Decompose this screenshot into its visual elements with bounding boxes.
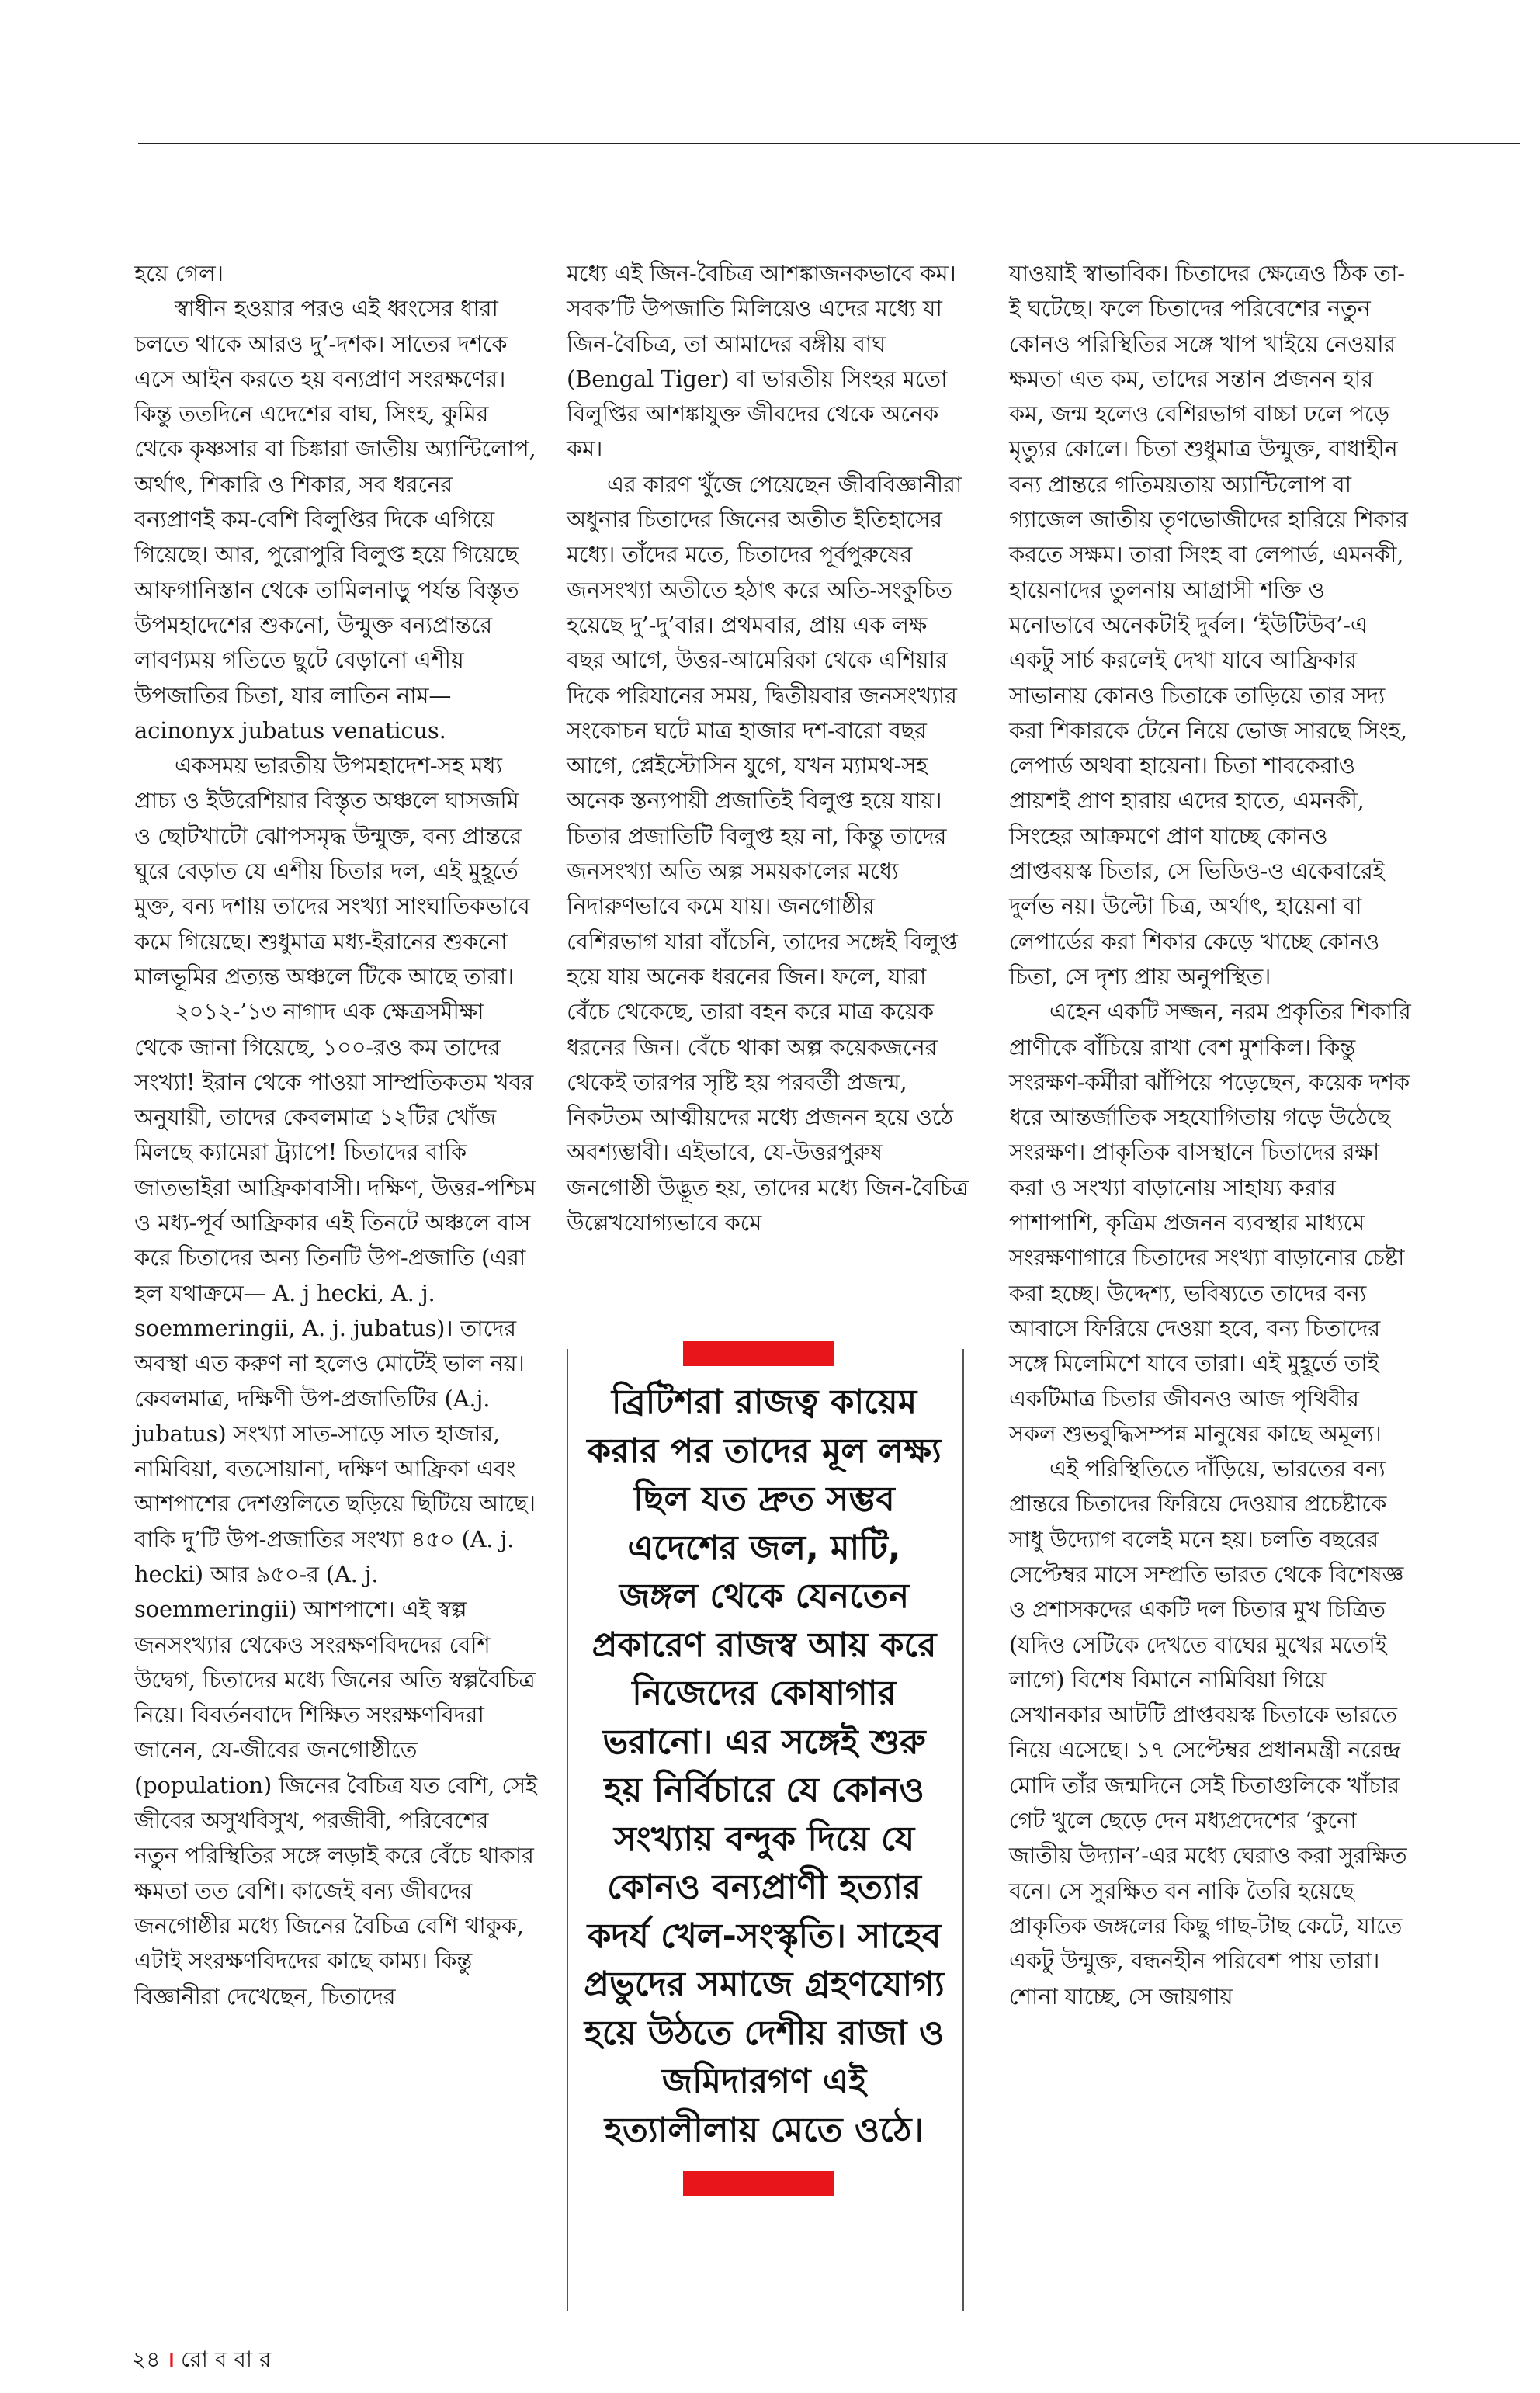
column-divider-left [567, 1349, 568, 2311]
top-rule [138, 143, 1520, 144]
paragraph: যাওয়াই স্বাভাবিক। চিতাদের ক্ষেত্রেও ঠিক তা-ই ঘটেছে। ফলে চিতাদের পরিবেশের নতুন কোনও পরিস্থিতির সঙ্গে খাপ খাইয়ে নেওয়ার ক্ষমতা এত কম, তাদের সন্তান প্রজনন হার কম, জন্ম হলেও বেশিরভাগ বাচ্চা ঢলে পড়ে মৃত্যুর কোলে। চিতা শুধুমাত্র উন্মুক্ত, বাধাহীন বন্য প্রান্তরে গতিময়তায় অ্যান্টিলোপ বা গ্যাজেল জাতীয় তৃণভোজীদের হারিয়ে শিকার করতে সক্ষম। তারা সিংহ বা লেপার্ড, এমনকী, হায়েনাদের তুলনায় আগ্রাসী শক্তি ও মনোভাবে অনেকটাই দুর্বল। ‘ইউটিউব’-এ একটু সার্চ করলেই দেখা যাবে আফ্রিকার সাভানায় কোনও চিতাকে তাড়িয়ে তার সদ্য করা শিকারকে টেনে নিয়ে ভোজ সারছে সিংহ, লেপার্ড অথবা হায়েনা। চিতা শাবকেরাও প্রায়শই প্রাণ হারায় এদের হাতে, এমনকী, সিংহের আক্রমণে প্রাণ যাচ্ছে কোনও প্রাপ্তবয়স্ক চিতার, সে ভিডিও-ও একেবারেই দুর্লভ নয়। উল্টো চিত্র, অর্থাৎ, হায়েনা বা লেপার্ডের করা শিকার কেড়ে খাচ্ছে কোনও চিতা, সে দৃশ্য প্রায় অনুপস্থিত। [1009, 260, 1408, 990]
paragraph: মধ্যে এই জিন-বৈচিত্র আশঙ্কাজনকভাবে কম। সবক’টি উপজাতি মিলিয়েও এদের মধ্যে যা জিন-বৈচিত্র, তা আমাদের বঙ্গীয় বাঘ (Bengal Tiger) বা ভারতীয় সিংহর মতো বিলুপ্তির আশঙ্কাযুক্ত জীবদের থেকে অনেক কম। [567, 260, 956, 463]
pullquote [584, 1379, 945, 2155]
paragraph: একসময় ভারতীয় উপমহাদেশ-সহ মধ্য প্রাচ্য ও ইউরেশিয়ার বিস্তৃত অঞ্চলে ঘাসজমি ও ছোটখাটো ঝোপসমৃদ্ধ উন্মুক্ত, বন্য প্রান্তরে ঘুরে বেড়াত যে এশীয় চিতার দল, এই মুহূর্তে মুক্ত, বন্য দশায় তাদের সংখ্যা সাংঘাতিকভাবে কমে গিয়েছে। শুধুমাত্র মধ্য-ইরানের শুকনো মালভূমির প্রত্যন্ত অঞ্চলে টিকে আছে তারা। [134, 752, 530, 990]
paragraph: হয়ে গেল। [134, 260, 224, 286]
article-column-3 [1009, 256, 1413, 2014]
page-footer [132, 2343, 271, 2379]
pullquote-text: ব্রিটিশরা রাজত্ব কায়েম করার পর তাদের মূল লক্ষ্য ছিল যত দ্রুত সম্ভব এদেশের জল, মাটি, জঙ্গল থেকে যেনতেন প্রকারেণ রাজস্ব আয় করে নিজেদের কোষাগার ভরানো। এর সঙ্গেই শুরু হয় নির্বিচারে যে কোনও সংখ্যায় বন্দুক দিয়ে যে কোনও বন্যপ্রাণী হত্যার কদর্য খেল-সংস্কৃতি। সাহেব প্রভুদের সমাজে গ্রহণযোগ্য হয়ে উঠতে দেশীয় রাজা ও জমিদারগণ এই হত্যালীলায় মেতে ওঠে। [584, 1382, 945, 2150]
column-divider-right [962, 1349, 964, 2311]
footer-separator: । [166, 2346, 175, 2372]
paragraph: এই পরিস্থিতিতে দাঁড়িয়ে, ভারতের বন্য প্রান্তরে চিতাদের ফিরিয়ে দেওয়ার প্রচেষ্টাকে সাধু উদ্যোগ বলেই মনে হয়। চলতি বছরের সেপ্টেম্বর মাসে সম্প্রতি ভারত থেকে বিশেষজ্ঞ ও প্রশাসকদের একটি দল চিতার মুখ চিত্রিত (যদিও সেটিকে দেখতে বাঘের মুখের মতোই লাগে) বিশেষ বিমানে নামিবিয়া গিয়ে সেখানকার আটটি প্রাপ্তবয়স্ক চিতাকে ভারতে নিয়ে এসেছে। ১৭ সেপ্টেম্বর প্রধানমন্ত্রী নরেন্দ্র মোদি তাঁর জন্মদিনে সেই চিতাগুলিকে খাঁচার গেট খুলে ছেড়ে দেন মধ্যপ্রদেশের ‘কুনো জাতীয় উদ্যান’-এর মধ্যে ঘেরাও করা সুরক্ষিত বনে। সে সুরক্ষিত বন নাকি তৈরি হয়েছে প্রাকৃতিক জঙ্গলের কিছু গাছ-টাছ কেটে, যাতে একটু উন্মুক্ত, বন্ধনহীন পরিবেশ পায় তারা। শোনা যাচ্ছে, সে জায়গায় [1009, 1455, 1407, 2010]
pullquote-bottom-bar [683, 2171, 834, 2196]
paragraph: এর কারণ খুঁজে পেয়েছেন জীববিজ্ঞানীরা অধুনার চিতাদের জিনের অতীত ইতিহাসের মধ্যে। তাঁদের মতে, চিতাদের পূর্বপুরুষের জনসংখ্যা অতীতে হঠাৎ করে অতি-সংকুচিত হয়েছে দু’-দু’বার। প্রথমবার, প্রায় এক লক্ষ বছর আগে, উত্তর-আমেরিকা থেকে এশিয়ার দিকে পরিযানের সময়, দ্বিতীয়বার জনসংখ্যার সংকোচন ঘটে মাত্র হাজার দশ-বারো বছর আগে, প্লেইস্টোসিন যুগে, যখন ম্যামথ-সহ অনেক স্তন্যপায়ী প্রজাতিই বিলুপ্ত হয়ে যায়। চিতার প্রজাতিটি বিলুপ্ত হয় না, কিন্তু তাদের জনসংখ্যা অতি অল্প সময়কালের মধ্যে নিদারুণভাবে কমে যায়। জনগোষ্ঠীর বেশিরভাগ যারা বাঁচেনি, তাদের সঙ্গেই বিলুপ্ত হয়ে যায় অনেক ধরনের জিন। ফলে, যারা বেঁচে থেকেছে, তারা বহন করে মাত্র কয়েক ধরনের জিন। বেঁচে থাকা অল্প কয়েকজনের থেকেই তারপর সৃষ্টি হয় পরবর্তী প্রজন্ম, নিকটতম আত্মীয়দের মধ্যে প্রজনন হয়ে ওঠে অবশ্যম্ভাবী। এইভাবে, যে-উত্তরপুরুষ জনগোষ্ঠী উদ্ভূত হয়, তাদের মধ্যে জিন-বৈচিত্র উল্লেখযোগ্যভাবে কমে [567, 470, 969, 1236]
paragraph: স্বাধীন হওয়ার পরও এই ধ্বংসের ধারা চলতে থাকে আরও দু’-দশক। সাতের দশকে এসে আইন করতে হয় বন্যপ্রাণ সংরক্ষণের। কিন্তু ততদিনে এদেশের বাঘ, সিংহ, কুমির থেকে কৃষ্ণসার বা চিঙ্কারা জাতীয় অ্যান্টিলোপ, অর্থাৎ, শিকারি ও শিকার, সব ধরনের বন্যপ্রাণই কম-বেশি বিলুপ্তির দিকে এগিয়ে গিয়েছে। আর, পুরোপুরি বিলুপ্ত হয়ে গিয়েছে আফগানিস্তান থেকে তামিলনাড়ু পর্যন্ত বিস্তৃত উপমহাদেশের শুকনো, উন্মুক্ত বন্যপ্রান্তরে লাবণ্যময় গতিতে ছুটে বেড়ানো এশীয় উপজাতির চিতা, যার লাতিন নাম— acinonyx jubatus venaticus. [134, 295, 536, 744]
article-column-2 [567, 256, 970, 1240]
page-number: ২৪ [132, 2346, 161, 2372]
pullquote-top-bar [683, 1341, 834, 1366]
magazine-name: রো ব বা র [181, 2346, 272, 2372]
article-column-1 [134, 256, 538, 2014]
paragraph: ২০১২-’১৩ নাগাদ এক ক্ষেত্রসমীক্ষা থেকে জানা গিয়েছে, ১০০-রও কম তাদের সংখ্যা! ইরান থেকে পাওয়া সাম্প্রতিকতম খবর অনুযায়ী, তাদের কেবলমাত্র ১২টির খোঁজ মিলছে ক্যামেরা ট্র্যাপে! চিতাদের বাকি জাতভাইরা আফ্রিকাবাসী। দক্ষিণ, উত্তর-পশ্চিম ও মধ্য-পূর্ব আফ্রিকার এই তিনটে অঞ্চলে বাস করে চিতাদের অন্য তিনটি উপ-প্রজাতি (এরা হল যথাক্রমে— A. j hecki, A. j. soemmeringii, A. j. jubatus)। তাদের অবস্থা এত করুণ না হলেও মোটেই ভাল নয়। কেবলমাত্র, দক্ষিণী উপ-প্রজাতিটির (A.j. jubatus) সংখ্যা সাত-সাড়ে সাত হাজার, নামিবিয়া, বতসোয়ানা, দক্ষিণ আফ্রিকা এবং আশপাশের দেশগুলিতে ছড়িয়ে ছিটিয়ে আছে। বাকি দু’টি উপ-প্রজাতির সংখ্যা ৪৫০ (A. j. hecki) আর ৯৫০-র (A. j. soemmeringii) আশপাশে। এই স্বল্প জনসংখ্যার থেকেও সংরক্ষণবিদদের বেশি উদ্বেগ, চিতাদের মধ্যে জিনের অতি স্বল্পবৈচিত্র নিয়ে। বিবর্তনবাদে শিক্ষিত সংরক্ষণবিদরা জানেন, যে-জীবের জনগোষ্ঠীতে (population) জিনের বৈচিত্র যত বেশি, সেই জীবের অসুখবিসুখ, পরজীবী, পরিবেশের নতুন পরিস্থিতির সঙ্গে লড়াই করে বেঁচে থাকার ক্ষমতা তত বেশি। কাজেই বন্য জীবদের জনগোষ্ঠীর মধ্যে জিনের বৈচিত্র বেশি থাকুক, এটাই সংরক্ষণবিদদের কাছে কাম্য। কিন্তু বিজ্ঞানীরা দেখেছেন, চিতাদের [134, 998, 537, 2010]
paragraph: এহেন একটি সজ্জন, নরম প্রকৃতির শিকারি প্রাণীকে বাঁচিয়ে রাখা বেশ মুশকিল। কিন্তু সংরক্ষণ-কর্মীরা ঝাঁপিয়ে পড়েছেন, কয়েক দশক ধরে আন্তর্জাতিক সহযোগিতায় গড়ে উঠেছে সংরক্ষণ। প্রাকৃতিক বাসস্থানে চিতাদের রক্ষা করা ও সংখ্যা বাড়ানোয় সাহায্য করার পাশাপাশি, কৃত্রিম প্রজনন ব্যবস্থার মাধ্যমে সংরক্ষণাগারে চিতাদের সংখ্যা বাড়ানোর চেষ্টা করা হচ্ছে। উদ্দেশ্য, ভবিষ্যতে তাদের বন্য আবাসে ফিরিয়ে দেওয়া হবে, বন্য চিতাদের সঙ্গে মিলেমিশে যাবে তারা। এই মুহূর্তে তাই একটিমাত্র চিতার জীবনও আজ পৃথিবীর সকল শুভবুদ্ধিসম্পন্ন মানুষের কাছে অমূল্য। [1009, 998, 1411, 1447]
